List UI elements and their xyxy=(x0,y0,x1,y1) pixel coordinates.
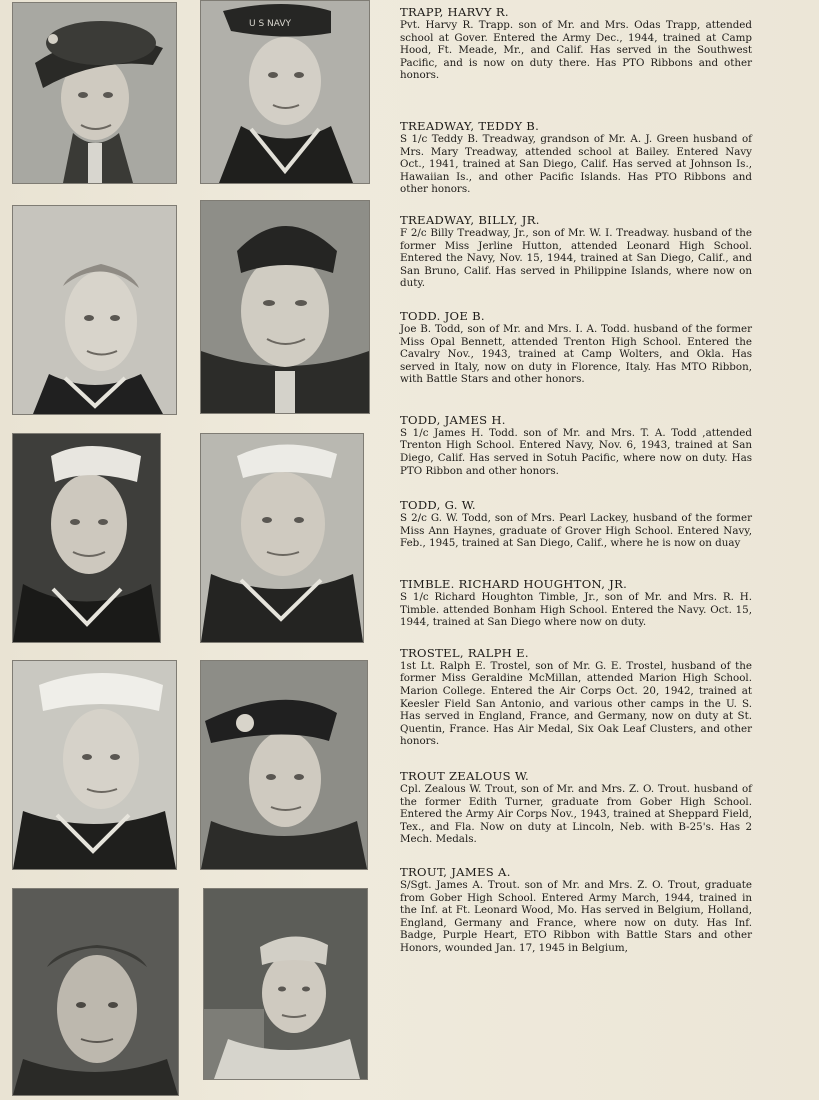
portrait-trostel xyxy=(200,660,368,870)
entry-todd-joe xyxy=(400,310,752,386)
sailor-dark-cap-portrait xyxy=(201,201,369,413)
entry-name: TROUT ZEALOUS W. xyxy=(400,768,530,783)
officer-cap-portrait xyxy=(201,661,367,869)
entry-text: 1st Lt. Ralph E. Trostel, son of Mr. G. E. Trostel, husband of the former Miss Geraldine McMillan, attended Marion High School. Marion College. Entered the Air Corps Oct. 20, 1942, trained at Keesler Field San Antonio, and various other camps in the U. S. Has served in England, France, and Germany, now on duty at St. Quentin, France. Has Air Medal, Six Oak Leaf Clusters, and other honors. xyxy=(400,659,752,748)
entry-text: Cpl. Zealous W. Trout, son of Mr. and Mrs. Z. O. Trout. husband of the former Edith Turner, graduate from Gober High School. Entered the Army Air Corps Nov., 1943, trained at Sheppard Field, Tex., and Fla. Now on duty at Lincoln, Neb. with B-25's. Has 2 Mech. Medals. xyxy=(400,782,752,846)
entry-text: S 1/c Teddy B. Treadway, grandson of Mr. A. J. Green husband of Mrs. Mary Treadway, attended school at Bailey. Entered Navy Oct., 1941, trained at San Diego, Calif. Has served at Johnson Is., Hawaiian Is., and other Pacific Islands. Has PTO Ribbons and other honors. xyxy=(400,132,752,196)
portrait-treadway-teddy xyxy=(200,0,370,184)
navy-cap-portrait xyxy=(201,1,369,183)
entry-name: TODD, JAMES H. xyxy=(400,412,506,427)
entry-text: S/Sgt. James A. Trout. son of Mr. and Mrs. Z. O. Trout, graduate from Gober High School. Entered Army March, 1944, trained in the Inf. at Ft. Leonard Wood, Mo. Has served in Belgium, Holland, England, Germany and France, where now on duty. Has Inf. Badge, Purple Heart, ETO Ribbon with Battle Stars and other Honors, wounded Jan. 17, 1945 in Belgium, xyxy=(400,878,752,954)
entry-text: S 1/c James H. Todd. son of Mr. and Mrs. T. A. Todd ,attended Trenton High School. Entered Navy, Nov. 6, 1943, trained at San Diego, Calif. Has served in Sotuh Pacific, where now on duty. Has PTO Ribbon and other honors. xyxy=(400,426,752,477)
entry-trout-zealous xyxy=(400,770,752,846)
entry-name: TROSTEL, RALPH E. xyxy=(400,645,529,660)
entries-column xyxy=(400,6,752,955)
entry-trout-james xyxy=(400,866,752,955)
entry-treadway-billy xyxy=(400,214,752,290)
sailor-white-cap-portrait-3 xyxy=(13,661,176,869)
sailor-bare-portrait xyxy=(13,206,176,414)
entry-name: TROUT, JAMES A. xyxy=(400,864,511,879)
sailor-white-cap-portrait-2 xyxy=(201,434,363,642)
entry-text: Pvt. Harvy R. Trapp. son of Mr. and Mrs. Odas Trapp, attended school at Gover. Entered the Army Dec., 1944, trained at Camp Hood, Ft. Meade, Mr., and Calif. Has served in the Southwest Pacific, and is now on duty there. Has PTO Ribbons and other honors. xyxy=(400,19,752,82)
entry-todd-james xyxy=(400,414,752,477)
entry-name: TODD, G. W. xyxy=(400,498,476,513)
entry-text: S 1/c Richard Houghton Timble, Jr., son of Mr. and Mrs. R. H. Timble. attended Bonham High School. Entered the Navy. Oct. 15, 1944, trained at San Diego where now on duty. xyxy=(400,591,752,629)
portrait-trapp xyxy=(12,2,177,184)
entry-name: TRAPP, HARVY R. xyxy=(400,5,509,19)
entry-trostel xyxy=(400,647,752,748)
portrait-treadway-billy xyxy=(12,205,177,415)
portrait-todd-james xyxy=(12,433,161,643)
entry-name: TREADWAY, BILLY, JR. xyxy=(400,212,540,227)
entry-todd-gw xyxy=(400,499,752,550)
portrait-todd-gw xyxy=(200,433,364,643)
entry-treadway-teddy xyxy=(400,120,752,196)
army-plain-portrait xyxy=(13,889,178,1095)
cap-text: U S NAVY xyxy=(249,19,291,29)
garrison-cap-portrait xyxy=(204,889,367,1079)
entry-name: TODD. JOE B. xyxy=(400,308,485,323)
portrait-trout-james xyxy=(203,888,368,1080)
portrait-trout-zealous xyxy=(12,888,179,1096)
portrait-todd-joe xyxy=(200,200,370,414)
entry-text: S 2/c G. W. Todd, son of Mrs. Pearl Lackey, husband of the former Miss Ann Haynes, graduate of Grover High School. Entered Navy, Feb., 1945, trained at San Diego, Calif., where he is now on duay xyxy=(400,512,752,550)
entry-name: TIMBLE. RICHARD HOUGHTON, JR. xyxy=(400,577,628,592)
entry-timble xyxy=(400,578,752,629)
sailor-white-cap-portrait-1 xyxy=(13,434,160,642)
entry-text: Joe B. Todd, son of Mr. and Mrs. I. A. Todd. husband of the former Miss Opal Bennett, attended Trenton High School. Entered the Cavalry Nov., 1943, trained at Camp Wolters, and Okla. Has served in Italy, now on duty in Florence, Italy. Has MTO Ribbon, with Battle Stars and other honors. xyxy=(400,322,752,386)
entry-text: F 2/c Billy Treadway, Jr., son of Mr. W. I. Treadway. husband of the former Miss Jerline Hutton, attended Leonard High School. Entered the Navy, Nov. 15, 1944, trained at San Diego, Calif., and San Bruno, Calif. Has served in Philippine Islands, where now on duty. xyxy=(400,226,752,290)
army-cap-portrait xyxy=(13,3,176,183)
portrait-timble xyxy=(12,660,177,870)
entry-name: TREADWAY, TEDDY B. xyxy=(400,118,540,133)
entry-trapp xyxy=(400,6,752,82)
